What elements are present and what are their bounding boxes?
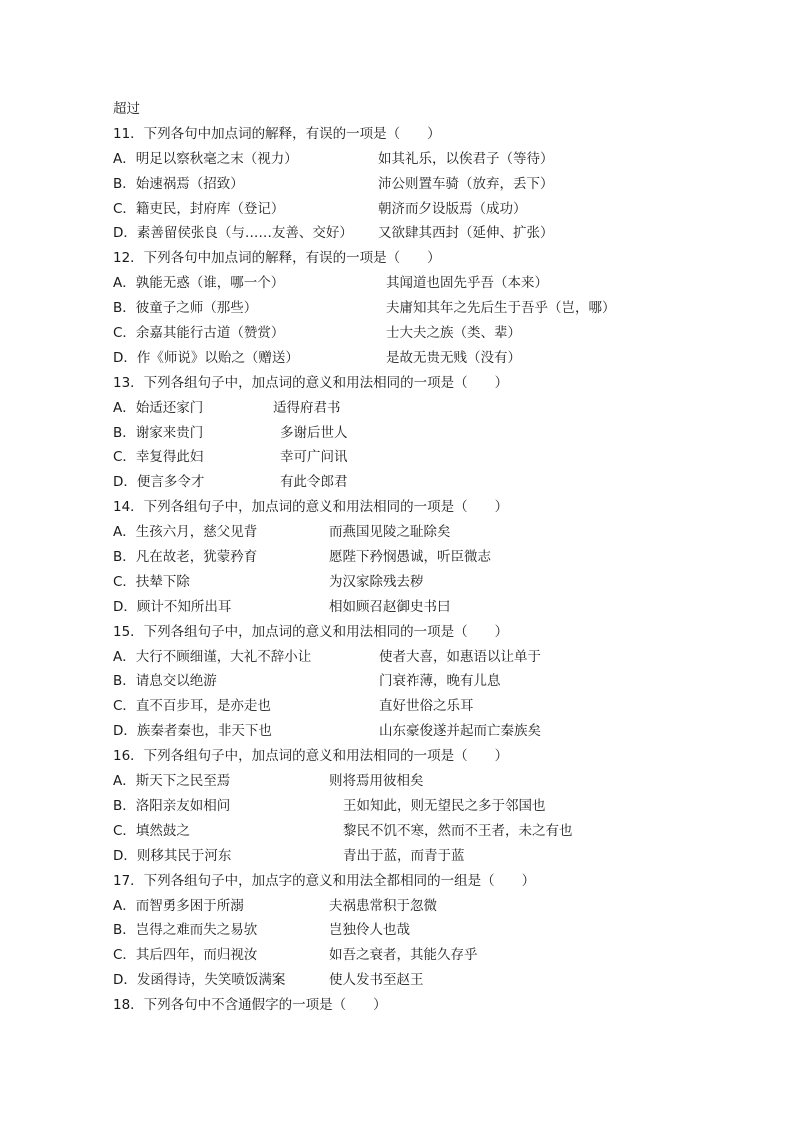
text-line xyxy=(113,97,773,122)
line-text-right: 又欲肆其西封（延伸、扩张） xyxy=(378,225,554,242)
text-line xyxy=(113,620,773,645)
text-line xyxy=(113,570,773,595)
text-line xyxy=(113,122,773,147)
text-line xyxy=(113,645,773,670)
text-line xyxy=(113,371,773,396)
line-text-left: D．族秦者秦也，非天下也 xyxy=(113,723,272,740)
line-text-right: 士大夫之族（类、辈） xyxy=(386,325,521,342)
text-line xyxy=(113,495,773,520)
text-line xyxy=(113,869,773,894)
text-line xyxy=(113,943,773,968)
line-text-left: B．凡在故老，犹蒙矜育 xyxy=(113,549,258,566)
line-text-left: 11．下列各句中加点词的解释，有误的一项是（ ） xyxy=(113,125,441,142)
line-text-left: 12．下列各句中加点词的解释，有误的一项是（ ） xyxy=(113,250,441,267)
line-text-left: B．洛阳亲友如相问 xyxy=(113,797,231,814)
text-line xyxy=(113,968,773,993)
line-text-right: 王如知此，则无望民之多于邻国也 xyxy=(343,797,546,814)
line-text-left: 13．下列各组句子中，加点词的意义和用法相同的一项是（ ） xyxy=(113,374,509,391)
text-line xyxy=(113,470,773,495)
line-text-right: 其闻道也固先乎吾（本来） xyxy=(386,275,548,292)
line-text-left: C．填然鼓之 xyxy=(113,822,190,839)
line-text-right: 相如顾召赵御史书曰 xyxy=(329,598,451,615)
text-line xyxy=(113,844,773,869)
line-text-right: 有此令郎君 xyxy=(280,474,348,491)
line-text-left: D．顾计不知所出耳 xyxy=(113,598,232,615)
line-text-right: 多谢后世人 xyxy=(280,424,348,441)
line-text-right: 如其礼乐，以俟君子（等待） xyxy=(378,150,554,167)
line-text-right: 为汉家除残去秽 xyxy=(329,573,424,590)
line-text-right: 则将焉用彼相矣 xyxy=(329,773,424,790)
question-text-block xyxy=(113,97,773,1018)
line-text-right: 幸可广问讯 xyxy=(280,449,348,466)
line-text-right: 适得府君书 xyxy=(273,399,341,416)
line-text-right: 青出于蓝，而青于蓝 xyxy=(343,847,465,864)
text-line xyxy=(113,271,773,296)
line-text-left: D．素善留侯张良（与……友善、交好） xyxy=(113,225,353,242)
line-text-left: C．幸复得此妇 xyxy=(113,449,204,466)
text-line xyxy=(113,520,773,545)
line-text-left: C．籍吏民，封府库（登记） xyxy=(113,200,285,217)
line-text-right: 使者大喜，如惠语以让单于 xyxy=(379,648,541,665)
line-text-left: C．直不百步耳，是亦走也 xyxy=(113,698,271,715)
line-text-right: 使人发书至赵王 xyxy=(329,972,424,989)
line-text-right: 沛公则置车骑（放弃，丢下） xyxy=(378,175,554,192)
text-line xyxy=(113,819,773,844)
line-text-left: A．而智勇多困于所溺 xyxy=(113,897,244,914)
text-line xyxy=(113,396,773,421)
text-line xyxy=(113,794,773,819)
line-text-right: 门衰祚薄，晚有儿息 xyxy=(379,673,501,690)
text-line xyxy=(113,246,773,271)
line-text-left: B．始速祸焉（招致） xyxy=(113,175,244,192)
line-text-left: C．扶辇下除 xyxy=(113,573,190,590)
line-text-left: 超过 xyxy=(113,101,140,117)
line-text-left: 16．下列各组句子中，加点词的意义和用法相同的一项是（ ） xyxy=(113,748,509,765)
text-line xyxy=(113,197,773,222)
line-text-right: 黎民不饥不寒，然而不王者，未之有也 xyxy=(343,822,573,839)
text-line xyxy=(113,321,773,346)
line-text-left: 14．下列各组句子中，加点词的意义和用法相同的一项是（ ） xyxy=(113,499,509,516)
line-text-right: 而燕国见陵之耻除矣 xyxy=(329,524,451,541)
text-line xyxy=(113,346,773,371)
text-line xyxy=(113,894,773,919)
line-text-left: C．其后四年，而归视汝 xyxy=(113,947,258,964)
line-text-right: 直好世俗之乐耳 xyxy=(379,698,474,715)
text-line xyxy=(113,694,773,719)
line-text-left: D．作《师说》以贻之（赠送） xyxy=(113,349,299,366)
line-text-left: D．发函得诗，失笑喷饭满案 xyxy=(113,972,286,989)
line-text-right: 朝济而夕设版焉（成功） xyxy=(378,200,527,217)
text-line xyxy=(113,719,773,744)
line-text-left: A．生孩六月，慈父见背 xyxy=(113,524,258,541)
line-text-left: B．岂得之难而失之易欤 xyxy=(113,922,258,939)
text-line xyxy=(113,421,773,446)
line-text-right: 山东豪俊遂并起而亡秦族矣 xyxy=(379,723,541,740)
line-text-right: 如吾之衰者，其能久存乎 xyxy=(329,947,478,964)
line-text-left: 17．下列各组句子中，加点字的意义和用法全都相同的一组是（ ） xyxy=(113,872,536,889)
line-text-left: A．斯天下之民至焉 xyxy=(113,773,231,790)
text-line xyxy=(113,445,773,470)
line-text-left: A．明足以察秋毫之末（视力） xyxy=(113,150,298,167)
line-text-left: D．便言多令才 xyxy=(113,474,205,491)
line-text-left: D．则移其民于河东 xyxy=(113,847,232,864)
line-text-left: B．彼童子之师（那些） xyxy=(113,300,258,317)
line-text-left: C．余嘉其能行古道（赞赏） xyxy=(113,325,285,342)
line-text-right: 是故无贵无贱（没有） xyxy=(386,349,521,366)
line-text-right: 岂独伶人也哉 xyxy=(329,922,410,939)
line-text-right: 夫祸患常积于忽微 xyxy=(329,897,437,914)
text-line xyxy=(113,918,773,943)
text-line xyxy=(113,545,773,570)
text-line xyxy=(113,744,773,769)
line-text-left: A．始适还家门 xyxy=(113,399,204,416)
text-line xyxy=(113,669,773,694)
line-text-left: 15．下列各组句子中，加点词的意义和用法相同的一项是（ ） xyxy=(113,623,509,640)
line-text-left: A．大行不顾细谨，大礼不辞小让 xyxy=(113,648,312,665)
line-text-left: B．谢家来贵门 xyxy=(113,424,204,441)
line-text-left: B．请息交以绝游 xyxy=(113,673,217,690)
text-line xyxy=(113,595,773,620)
text-line xyxy=(113,993,773,1018)
text-line xyxy=(113,147,773,172)
line-text-left: 18．下列各句中不含通假字的一项是（ ） xyxy=(113,997,387,1014)
line-text-right: 夫庸知其年之先后生于吾乎（岂，哪） xyxy=(386,300,616,317)
line-text-left: A．孰能无惑（谁，哪一个） xyxy=(113,275,285,292)
line-text-right: 愿陛下矜悯愚诚，听臣微志 xyxy=(329,549,491,566)
text-line xyxy=(113,296,773,321)
text-line xyxy=(113,769,773,794)
text-line xyxy=(113,221,773,246)
text-line xyxy=(113,172,773,197)
